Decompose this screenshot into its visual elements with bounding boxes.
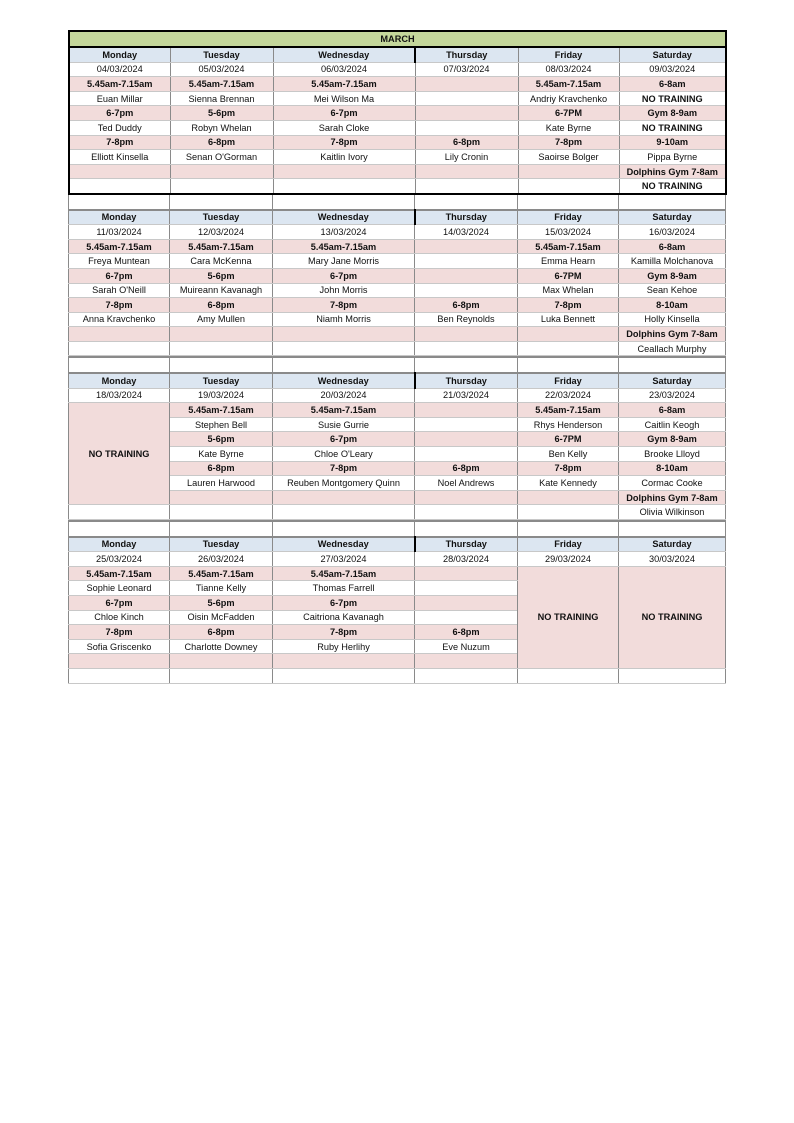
swimmer-name-cell: Rhys Henderson (518, 417, 619, 432)
day-header-thursday: Thursday (415, 537, 518, 552)
spacer-row (68, 195, 726, 209)
session-time-cell: 7-8pm (273, 298, 415, 313)
week-table-2 (68, 209, 726, 357)
date-cell: 22/03/2024 (518, 388, 619, 403)
swimmer-name-cell (619, 668, 726, 683)
session-time-cell: 6-8pm (170, 625, 273, 640)
session-time-cell: 7-8pm (69, 625, 170, 640)
session-time-cell: 6-7PM (518, 432, 619, 447)
date-cell: 09/03/2024 (619, 62, 726, 77)
session-time-cell (170, 654, 273, 669)
session-time-cell: 6-7pm (69, 595, 170, 610)
day-header-friday: Friday (518, 537, 619, 552)
swimmer-name-cell (273, 341, 415, 356)
day-header-tuesday: Tuesday (170, 210, 273, 225)
swimmer-name-cell: John Morris (273, 283, 415, 298)
day-header-monday: Monday (69, 47, 170, 62)
session-time-cell: 5-6pm (170, 268, 273, 283)
swimmer-name-row (69, 150, 726, 165)
swimmer-name-cell: Robyn Whelan (170, 120, 273, 135)
swimmer-name-cell: Sofia Griscenko (69, 639, 170, 654)
swimmer-name-cell: Sienna Brennan (170, 91, 273, 106)
swimmer-name-cell (69, 668, 170, 683)
session-time-cell: 5.45am-7.15am (518, 239, 619, 254)
swimmer-name-cell (415, 668, 518, 683)
session-time-row (69, 164, 726, 179)
session-time-cell: 5-6pm (170, 595, 273, 610)
swimmer-name-cell (415, 254, 518, 269)
no-training-cell: NO TRAINING (69, 403, 170, 505)
swimmer-name-cell: Susie Gurrie (273, 417, 415, 432)
session-time-cell: 6-7PM (518, 106, 619, 121)
session-time-cell: 6-7pm (69, 268, 170, 283)
session-time-cell (415, 403, 518, 418)
swimmer-name-cell: Olivia Wilkinson (619, 505, 726, 520)
session-time-cell: Gym 8-9am (619, 432, 726, 447)
week-table-3 (68, 372, 726, 520)
session-time-cell (415, 490, 518, 505)
day-header-row (69, 537, 726, 552)
session-time-cell (273, 327, 415, 342)
session-time-cell (415, 432, 518, 447)
session-time-cell (518, 490, 619, 505)
day-header-row (69, 47, 726, 62)
swimmer-name-cell (170, 505, 273, 520)
swimmer-name-cell (415, 179, 518, 194)
date-cell: 07/03/2024 (415, 62, 518, 77)
empty-cell (273, 521, 415, 536)
swimmer-name-cell: Muireann Kavanagh (170, 283, 273, 298)
session-time-row (69, 239, 726, 254)
session-time-cell: 6-7pm (273, 432, 415, 447)
day-header-monday: Monday (69, 210, 170, 225)
session-time-cell: 6-8pm (415, 461, 518, 476)
session-time-cell: 6-7pm (273, 106, 415, 121)
swimmer-name-row (69, 668, 726, 683)
swimmer-name-cell (518, 179, 619, 194)
date-cell: 19/03/2024 (170, 388, 273, 403)
swimmer-name-row (69, 120, 726, 135)
empty-cell (518, 357, 619, 372)
swimmer-name-cell: Lauren Harwood (170, 476, 273, 491)
session-time-cell: 6-7PM (518, 268, 619, 283)
day-header-thursday: Thursday (415, 210, 518, 225)
session-time-cell (415, 595, 518, 610)
date-cell: 20/03/2024 (273, 388, 415, 403)
session-time-cell: 5.45am-7.15am (69, 566, 170, 581)
session-time-cell (69, 327, 170, 342)
swimmer-name-cell: Andriy Kravchenko (518, 91, 619, 106)
session-time-cell (518, 327, 619, 342)
swimmer-name-cell (69, 341, 170, 356)
session-time-cell: 5.45am-7.15am (170, 566, 273, 581)
swimmer-name-cell: Kaitlin Ivory (273, 150, 415, 165)
session-time-cell (518, 164, 619, 179)
session-time-cell (415, 164, 518, 179)
session-time-cell: 6-8am (619, 77, 726, 92)
date-cell: 29/03/2024 (518, 552, 619, 567)
date-cell: 16/03/2024 (619, 225, 726, 240)
session-time-cell: 6-7pm (273, 595, 415, 610)
swimmer-name-cell: Holly Kinsella (619, 312, 726, 327)
swimmer-name-row (69, 91, 726, 106)
swimmer-name-cell (69, 505, 170, 520)
swimmer-name-cell (415, 91, 518, 106)
swimmer-name-cell: Amy Mullen (170, 312, 273, 327)
swimmer-name-cell: Reuben Montgomery Quinn (273, 476, 415, 491)
date-row (69, 388, 726, 403)
session-time-cell: 5-6pm (170, 432, 273, 447)
swimmer-name-cell: Sophie Leonard (69, 581, 170, 596)
swimmer-name-cell: Caitriona Kavanagh (273, 610, 415, 625)
session-time-cell (69, 654, 170, 669)
spacer (69, 521, 726, 536)
swimmer-name-cell: Ben Kelly (518, 447, 619, 462)
swimmer-name-cell: Ted Duddy (69, 120, 170, 135)
swimmer-name-cell (415, 505, 518, 520)
swimmer-name-cell: Senan O'Gorman (170, 150, 273, 165)
spacer (69, 195, 726, 209)
session-time-cell: 6-8pm (170, 298, 273, 313)
swimmer-name-cell: Caitlin Keogh (619, 417, 726, 432)
day-header-thursday: Thursday (415, 373, 518, 388)
spacer-row (68, 356, 726, 372)
date-cell: 13/03/2024 (273, 225, 415, 240)
session-time-cell (170, 164, 273, 179)
swimmer-name-cell: Emma Hearn (518, 254, 619, 269)
date-row (69, 225, 726, 240)
day-header-monday: Monday (69, 373, 170, 388)
session-time-cell: 7-8pm (273, 135, 415, 150)
day-header-wednesday: Wednesday (273, 47, 415, 62)
session-time-cell: Dolphins Gym 7-8am (619, 327, 726, 342)
swimmer-name-cell: Max Whelan (518, 283, 619, 298)
date-cell: 18/03/2024 (69, 388, 170, 403)
day-header-wednesday: Wednesday (273, 373, 415, 388)
empty-cell (415, 521, 518, 536)
session-time-row (69, 77, 726, 92)
session-time-cell: 6-8am (619, 403, 726, 418)
swimmer-name-cell: Euan Millar (69, 91, 170, 106)
session-time-row (69, 566, 726, 581)
swimmer-name-cell: Oisin McFadden (170, 610, 273, 625)
session-time-cell: 7-8pm (518, 298, 619, 313)
date-cell: 06/03/2024 (273, 62, 415, 77)
swimmer-name-cell: Ruby Herlihy (273, 639, 415, 654)
session-time-cell: 5.45am-7.15am (170, 77, 273, 92)
empty-cell (415, 195, 518, 209)
session-time-row (69, 298, 726, 313)
day-header-tuesday: Tuesday (170, 47, 273, 62)
swimmer-name-row (69, 341, 726, 356)
spacer (69, 357, 726, 372)
date-row (69, 62, 726, 77)
swimmer-name-cell (415, 341, 518, 356)
empty-cell (619, 521, 726, 536)
empty-cell (273, 195, 415, 209)
day-header-tuesday: Tuesday (170, 373, 273, 388)
week-table-4 (68, 536, 726, 684)
swimmer-name-cell (518, 668, 619, 683)
day-header-friday: Friday (518, 373, 619, 388)
swimmer-name-cell (170, 341, 273, 356)
swimmer-name-cell: Kamilla Molchanova (619, 254, 726, 269)
swimmer-name-cell: NO TRAINING (619, 179, 726, 194)
day-header-friday: Friday (518, 47, 619, 62)
session-time-cell: 5-6pm (170, 106, 273, 121)
session-time-cell (415, 566, 518, 581)
date-cell: 12/03/2024 (170, 225, 273, 240)
day-header-wednesday: Wednesday (273, 537, 415, 552)
training-schedule-sheet (68, 30, 726, 684)
swimmer-name-row (69, 179, 726, 194)
session-time-cell: 5.45am-7.15am (69, 77, 170, 92)
session-time-cell: 6-8pm (415, 298, 518, 313)
swimmer-name-cell: Pippa Byrne (619, 150, 726, 165)
day-header-saturday: Saturday (619, 373, 726, 388)
month-title: MARCH (69, 31, 726, 47)
swimmer-name-cell: Mary Jane Morris (273, 254, 415, 269)
session-time-cell: 6-8pm (170, 461, 273, 476)
session-time-cell: 5.45am-7.15am (170, 403, 273, 418)
empty-cell (619, 195, 726, 209)
day-header-saturday: Saturday (619, 47, 726, 62)
date-row (69, 552, 726, 567)
empty-cell (518, 521, 619, 536)
session-time-cell: 8-10am (619, 298, 726, 313)
session-time-cell: 5.45am-7.15am (273, 239, 415, 254)
session-time-cell: 7-8pm (273, 625, 415, 640)
no-training-cell: NO TRAINING (518, 566, 619, 668)
session-time-row (69, 268, 726, 283)
day-header-monday: Monday (69, 537, 170, 552)
session-time-cell: 8-10am (619, 461, 726, 476)
session-time-cell: 5.45am-7.15am (170, 239, 273, 254)
swimmer-name-cell: Elliott Kinsella (69, 150, 170, 165)
swimmer-name-cell: Freya Muntean (69, 254, 170, 269)
swimmer-name-cell: Sarah Cloke (273, 120, 415, 135)
swimmer-name-cell: Chloe Kinch (69, 610, 170, 625)
session-time-cell (415, 654, 518, 669)
session-time-cell (273, 164, 415, 179)
swimmer-name-cell (518, 505, 619, 520)
empty-cell (170, 357, 273, 372)
date-cell: 23/03/2024 (619, 388, 726, 403)
session-time-cell: Gym 8-9am (619, 268, 726, 283)
week-table-1 (68, 30, 727, 195)
day-header-friday: Friday (518, 210, 619, 225)
session-time-cell: 6-7pm (273, 268, 415, 283)
swimmer-name-cell (69, 179, 170, 194)
date-cell: 04/03/2024 (69, 62, 170, 77)
session-time-cell (415, 106, 518, 121)
day-header-tuesday: Tuesday (170, 537, 273, 552)
session-time-cell (415, 239, 518, 254)
session-time-cell: Dolphins Gym 7-8am (619, 164, 726, 179)
swimmer-name-cell: Ceallach Murphy (619, 341, 726, 356)
session-time-cell: 6-7pm (69, 106, 170, 121)
swimmer-name-cell: Sarah O'Neill (69, 283, 170, 298)
swimmer-name-cell: Kate Byrne (170, 447, 273, 462)
day-header-saturday: Saturday (619, 537, 726, 552)
swimmer-name-cell: Cara McKenna (170, 254, 273, 269)
session-time-row (69, 106, 726, 121)
session-time-cell: 9-10am (619, 135, 726, 150)
empty-cell (69, 195, 170, 209)
swimmer-name-cell: Thomas Farrell (273, 581, 415, 596)
swimmer-name-cell (415, 120, 518, 135)
empty-cell (619, 357, 726, 372)
session-time-cell: Gym 8-9am (619, 106, 726, 121)
swimmer-name-cell (273, 668, 415, 683)
session-time-cell (415, 268, 518, 283)
day-header-thursday: Thursday (415, 47, 518, 62)
swimmer-name-cell (415, 581, 518, 596)
day-header-row (69, 210, 726, 225)
swimmer-name-cell: Kate Kennedy (518, 476, 619, 491)
session-time-cell: 7-8pm (518, 461, 619, 476)
day-header-wednesday: Wednesday (273, 210, 415, 225)
day-header-saturday: Saturday (619, 210, 726, 225)
no-training-cell: NO TRAINING (619, 566, 726, 668)
swimmer-name-cell: Mei Wilson Ma (273, 91, 415, 106)
swimmer-name-cell: Cormac Cooke (619, 476, 726, 491)
date-cell: 26/03/2024 (170, 552, 273, 567)
swimmer-name-cell: Lily Cronin (415, 150, 518, 165)
session-time-cell (170, 327, 273, 342)
date-cell: 21/03/2024 (415, 388, 518, 403)
swimmer-name-cell: Tianne Kelly (170, 581, 273, 596)
session-time-cell: 5.45am-7.15am (69, 239, 170, 254)
date-cell: 27/03/2024 (273, 552, 415, 567)
session-time-cell: 7-8pm (69, 135, 170, 150)
swimmer-name-cell: Brooke Llloyd (619, 447, 726, 462)
empty-cell (415, 357, 518, 372)
day-header-row (69, 373, 726, 388)
session-time-cell: 5.45am-7.15am (518, 77, 619, 92)
empty-cell (69, 521, 170, 536)
session-time-row (69, 327, 726, 342)
session-time-cell: 6-8am (619, 239, 726, 254)
swimmer-name-cell: Saoirse Bolger (518, 150, 619, 165)
session-time-cell (273, 654, 415, 669)
swimmer-name-cell (273, 179, 415, 194)
swimmer-name-cell (518, 341, 619, 356)
empty-cell (273, 357, 415, 372)
session-time-cell: 5.45am-7.15am (273, 77, 415, 92)
session-time-cell: 7-8pm (518, 135, 619, 150)
swimmer-name-cell: Kate Byrne (518, 120, 619, 135)
swimmer-name-cell: NO TRAINING (619, 120, 726, 135)
session-time-cell: Dolphins Gym 7-8am (619, 490, 726, 505)
date-cell: 08/03/2024 (518, 62, 619, 77)
session-time-cell (273, 490, 415, 505)
swimmer-name-cell: NO TRAINING (619, 91, 726, 106)
session-time-row (69, 403, 726, 418)
empty-cell (170, 521, 273, 536)
session-time-row (69, 135, 726, 150)
swimmer-name-row (69, 312, 726, 327)
swimmer-name-cell: Sean Kehoe (619, 283, 726, 298)
session-time-cell (415, 327, 518, 342)
swimmer-name-cell: Luka Bennett (518, 312, 619, 327)
swimmer-name-cell (170, 179, 273, 194)
session-time-cell: 5.45am-7.15am (518, 403, 619, 418)
date-cell: 14/03/2024 (415, 225, 518, 240)
swimmer-name-cell (170, 668, 273, 683)
session-time-cell: 6-8pm (170, 135, 273, 150)
session-time-cell: 7-8pm (273, 461, 415, 476)
session-time-cell: 5.45am-7.15am (273, 566, 415, 581)
date-cell: 05/03/2024 (170, 62, 273, 77)
swimmer-name-cell (415, 417, 518, 432)
session-time-cell: 6-8pm (415, 135, 518, 150)
swimmer-name-cell: Eve Nuzum (415, 639, 518, 654)
swimmer-name-cell: Noel Andrews (415, 476, 518, 491)
swimmer-name-row (69, 505, 726, 520)
swimmer-name-row (69, 254, 726, 269)
date-cell: 25/03/2024 (69, 552, 170, 567)
swimmer-name-cell (273, 505, 415, 520)
empty-cell (518, 195, 619, 209)
swimmer-name-cell: Stephen Bell (170, 417, 273, 432)
date-cell: 11/03/2024 (69, 225, 170, 240)
empty-cell (170, 195, 273, 209)
swimmer-name-cell: Chloe O'Leary (273, 447, 415, 462)
date-cell: 28/03/2024 (415, 552, 518, 567)
date-cell: 15/03/2024 (518, 225, 619, 240)
swimmer-name-cell: Charlotte Downey (170, 639, 273, 654)
session-time-cell: 5.45am-7.15am (273, 403, 415, 418)
swimmer-name-cell: Ben Reynolds (415, 312, 518, 327)
swimmer-name-cell (415, 447, 518, 462)
swimmer-name-row (69, 283, 726, 298)
spacer-row (68, 520, 726, 536)
month-title-row (69, 31, 726, 47)
empty-cell (69, 357, 170, 372)
session-time-cell (69, 164, 170, 179)
swimmer-name-cell (415, 610, 518, 625)
session-time-cell (170, 490, 273, 505)
swimmer-name-cell: Niamh Morris (273, 312, 415, 327)
session-time-cell: 6-8pm (415, 625, 518, 640)
swimmer-name-cell (415, 283, 518, 298)
swimmer-name-cell: Anna Kravchenko (69, 312, 170, 327)
session-time-cell: 7-8pm (69, 298, 170, 313)
date-cell: 30/03/2024 (619, 552, 726, 567)
session-time-cell (415, 77, 518, 92)
